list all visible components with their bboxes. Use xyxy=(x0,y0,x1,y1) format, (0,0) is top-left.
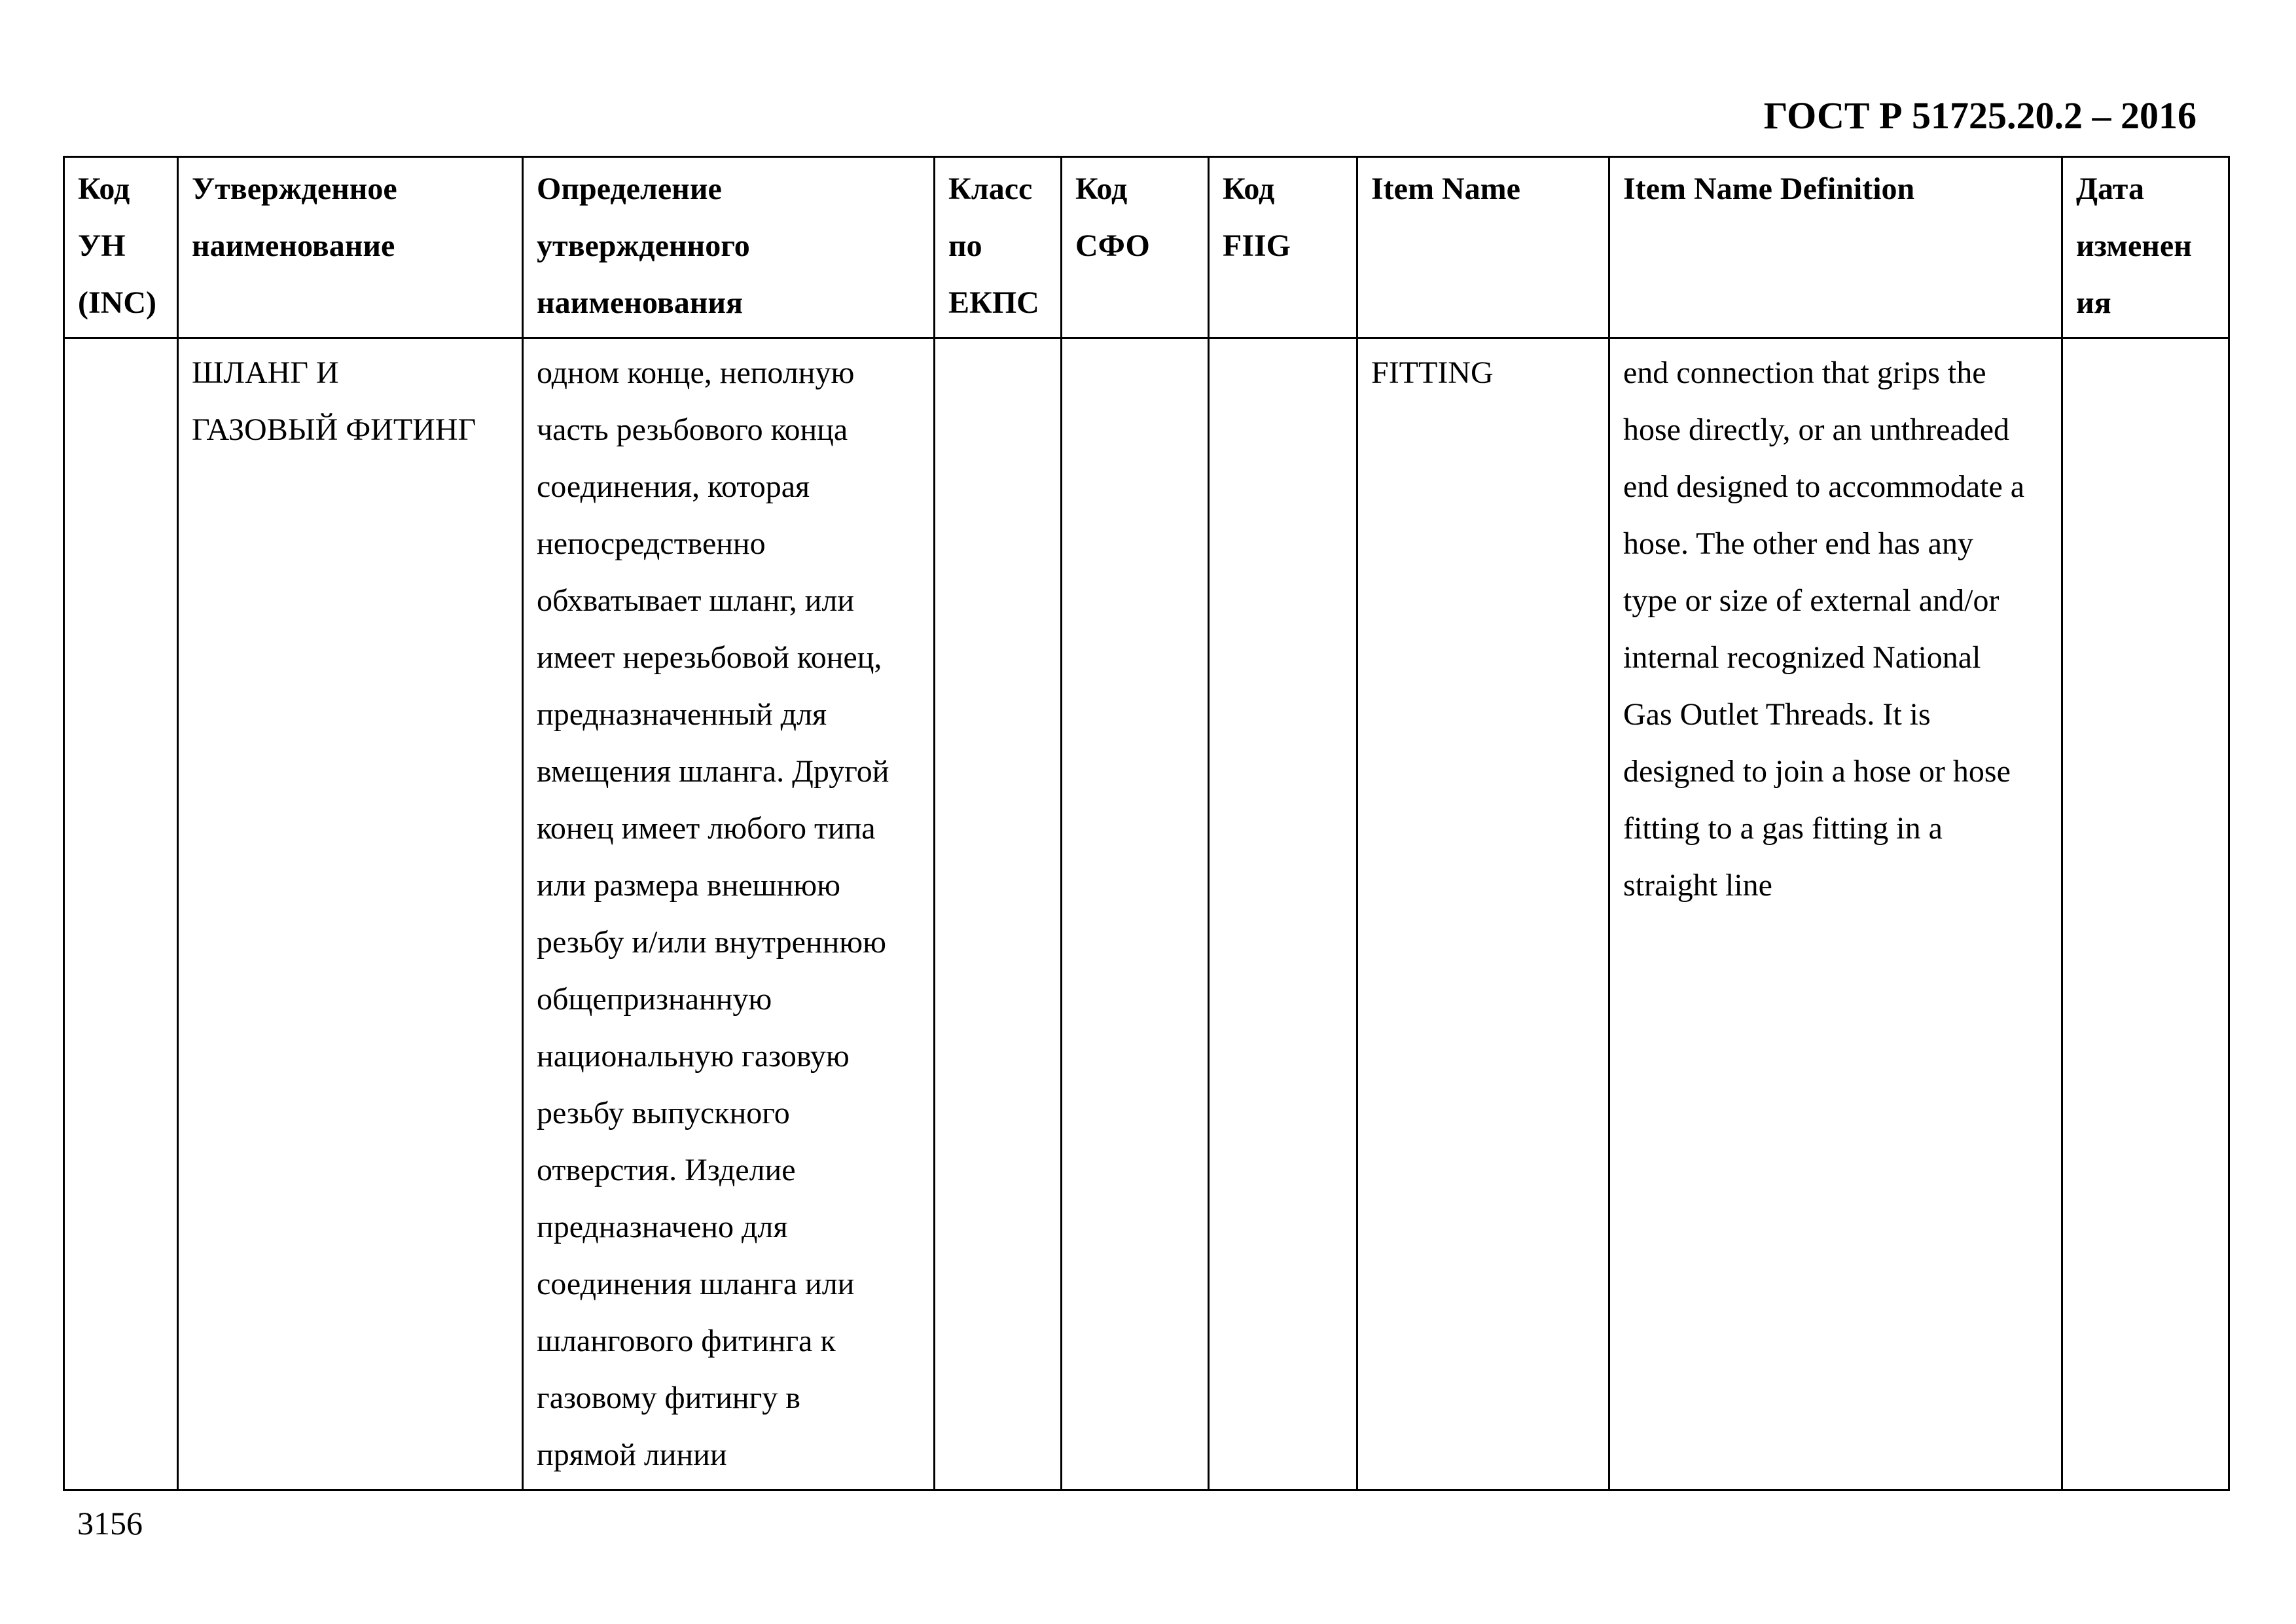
cell-item-name: FITTING xyxy=(1357,338,1609,1490)
column-header-ekps-class: Класс по ЕКПС xyxy=(935,157,1062,338)
column-header-fiig-code: Код FIIG xyxy=(1209,157,1357,338)
cell-ekps-class xyxy=(935,338,1062,1490)
cell-change-date xyxy=(2062,338,2229,1490)
table-header-row xyxy=(64,157,2229,338)
column-header-change-date: Дата изменен ия xyxy=(2062,157,2229,338)
cell-definition: одном конце, неполную часть резьбового конца соединения, которая непосредственно обхватывает шланг, или имеет нерезьбовой конец, предназначенный для вмещения шланга. Другой конец имеет любого типа или размера внешнюю резьбу и/или внутреннюю общепризнанную национальную газовую резьбу выпускного отверстия. Изделие предназначено для соединения шланга или шлангового фитинга к газовому фитингу в прямой линии xyxy=(523,338,935,1490)
column-header-sfo-code: Код СФО xyxy=(1062,157,1209,338)
column-header-definition: Определение утвержденного наименования xyxy=(523,157,935,338)
page-number: 3156 xyxy=(77,1505,143,1542)
item-name-table xyxy=(63,156,2230,1491)
cell-approved-name: ШЛАНГ И ГАЗОВЫЙ ФИТИНГ xyxy=(178,338,523,1490)
document-header: ГОСТ Р 51725.20.2 – 2016 xyxy=(1763,94,2197,137)
column-header-approved-name: Утвержденное наименование xyxy=(178,157,523,338)
cell-fiig-code xyxy=(1209,338,1357,1490)
column-header-item-name: Item Name xyxy=(1357,157,1609,338)
cell-item-name-definition: end connection that grips the hose directly, or an unthreaded end designed to accommodate a hose. The other end has any type or size of external and/or internal recognized National Gas Outlet Threads. It is designed to join a hose or hose fitting to a gas fitting in a straight line xyxy=(1609,338,2062,1490)
cell-sfo-code xyxy=(1062,338,1209,1490)
table-row xyxy=(64,338,2229,1490)
cell-inc-code xyxy=(64,338,178,1490)
column-header-item-name-definition: Item Name Definition xyxy=(1609,157,2062,338)
column-header-inc-code: Код УН (INC) xyxy=(64,157,178,338)
